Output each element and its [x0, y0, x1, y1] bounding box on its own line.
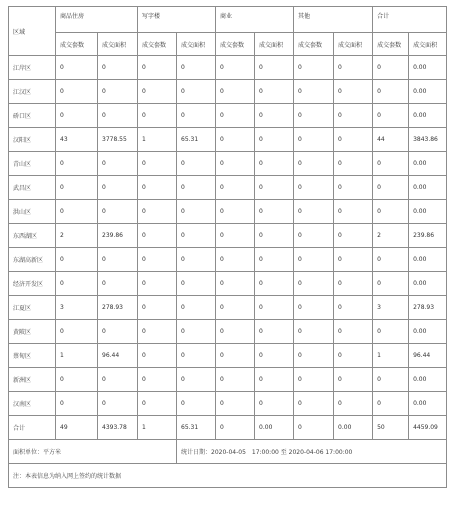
value-cell: 0: [294, 296, 334, 320]
value-cell: 0: [177, 248, 216, 272]
table-row: [9, 392, 447, 416]
value-cell: 0: [373, 56, 409, 80]
value-cell: 0: [334, 104, 373, 128]
value-cell: 0.00: [409, 392, 447, 416]
region-cell: 江岸区: [9, 56, 56, 80]
header-count: 成交套数: [56, 33, 98, 56]
value-cell: 0.00: [409, 104, 447, 128]
value-cell: 0: [294, 176, 334, 200]
value-cell: 0: [255, 200, 294, 224]
region-cell: 东西湖区: [9, 224, 56, 248]
value-cell: 0: [373, 320, 409, 344]
value-cell: 0: [334, 320, 373, 344]
value-cell: 0: [294, 152, 334, 176]
region-cell: 蔡甸区: [9, 344, 56, 368]
value-cell: 43: [56, 128, 98, 152]
note-text: 注：本表信息为纳入网上签约的统计数据: [9, 464, 447, 488]
value-cell: 0.00: [409, 176, 447, 200]
table-row: [9, 104, 447, 128]
value-cell: 0: [334, 176, 373, 200]
value-cell: 0: [216, 392, 255, 416]
region-cell: 东湖高新区: [9, 248, 56, 272]
value-cell: 0: [334, 368, 373, 392]
value-cell: 44: [373, 128, 409, 152]
value-cell: 0: [255, 392, 294, 416]
value-cell: 0.00: [409, 200, 447, 224]
stats-date: 统计日期：2020-04-05 17:00:00 至 2020-04-06 17:00:00: [177, 440, 447, 464]
value-cell: 0: [294, 368, 334, 392]
table-row: [9, 296, 447, 320]
value-cell: 0: [177, 272, 216, 296]
value-cell: 2: [373, 224, 409, 248]
unit-label: 面积单位：平方米: [9, 440, 177, 464]
value-cell: 0: [216, 344, 255, 368]
table-row: [9, 128, 447, 152]
value-cell: 4459.09: [409, 416, 447, 440]
table-row: [9, 152, 447, 176]
table-row: [9, 176, 447, 200]
value-cell: 0: [294, 392, 334, 416]
value-cell: 0: [334, 200, 373, 224]
value-cell: 0: [255, 152, 294, 176]
header-category: 合计: [373, 7, 447, 33]
value-cell: 0: [177, 320, 216, 344]
transaction-table: [8, 6, 447, 488]
value-cell: 0: [255, 248, 294, 272]
value-cell: 0: [138, 200, 177, 224]
value-cell: 0: [334, 224, 373, 248]
value-cell: 96.44: [409, 344, 447, 368]
value-cell: 0: [56, 80, 98, 104]
value-cell: 0: [373, 392, 409, 416]
table-row: [9, 272, 447, 296]
value-cell: 0.00: [409, 248, 447, 272]
value-cell: 0: [373, 152, 409, 176]
value-cell: 0: [98, 392, 138, 416]
value-cell: 0: [138, 224, 177, 248]
value-cell: 0.00: [409, 56, 447, 80]
region-cell: 经济开发区: [9, 272, 56, 296]
value-cell: 0: [373, 272, 409, 296]
region-cell: 汉南区: [9, 392, 56, 416]
table-body: [9, 56, 447, 440]
value-cell: 0: [255, 320, 294, 344]
value-cell: 0: [294, 272, 334, 296]
value-cell: 0: [334, 152, 373, 176]
table-row: [9, 416, 447, 440]
value-cell: 0: [98, 320, 138, 344]
region-cell: 江汉区: [9, 80, 56, 104]
value-cell: 0: [216, 416, 255, 440]
value-cell: 0: [177, 152, 216, 176]
value-cell: 1: [373, 344, 409, 368]
value-cell: 0: [334, 128, 373, 152]
value-cell: 0: [56, 200, 98, 224]
value-cell: 0: [294, 104, 334, 128]
value-cell: 0: [98, 56, 138, 80]
value-cell: 0: [216, 104, 255, 128]
value-cell: 0: [216, 272, 255, 296]
table-row: [9, 344, 447, 368]
value-cell: 0: [98, 80, 138, 104]
value-cell: 0: [373, 176, 409, 200]
value-cell: 278.93: [409, 296, 447, 320]
region-cell: 黄陂区: [9, 320, 56, 344]
value-cell: 1: [138, 416, 177, 440]
value-cell: 3843.86: [409, 128, 447, 152]
value-cell: 1: [138, 128, 177, 152]
value-cell: 0: [255, 104, 294, 128]
value-cell: 0: [373, 80, 409, 104]
table-row: [9, 200, 447, 224]
value-cell: 0: [216, 368, 255, 392]
table-row: [9, 224, 447, 248]
table-row: [9, 368, 447, 392]
header-category: 商业: [216, 7, 294, 33]
value-cell: 239.86: [98, 224, 138, 248]
region-cell: 新洲区: [9, 368, 56, 392]
value-cell: 0: [98, 152, 138, 176]
value-cell: 0: [216, 296, 255, 320]
value-cell: 0: [373, 368, 409, 392]
value-cell: 3778.55: [98, 128, 138, 152]
header-area: 成交面积: [334, 33, 373, 56]
value-cell: 0: [294, 224, 334, 248]
header-count: 成交套数: [138, 33, 177, 56]
value-cell: 0: [334, 272, 373, 296]
value-cell: 0: [98, 176, 138, 200]
value-cell: 65.31: [177, 416, 216, 440]
value-cell: 0: [56, 272, 98, 296]
value-cell: 0: [98, 368, 138, 392]
header-area: 成交面积: [98, 33, 138, 56]
value-cell: 0: [56, 56, 98, 80]
value-cell: 0: [56, 152, 98, 176]
value-cell: 0: [138, 56, 177, 80]
value-cell: 0: [138, 344, 177, 368]
value-cell: 0: [294, 416, 334, 440]
value-cell: 0: [56, 176, 98, 200]
table-row: [9, 320, 447, 344]
value-cell: 0: [255, 344, 294, 368]
header-area: 成交面积: [409, 33, 447, 56]
region-cell: 青山区: [9, 152, 56, 176]
value-cell: 0.00: [255, 416, 294, 440]
header-category: 写字楼: [138, 7, 216, 33]
value-cell: 0: [294, 320, 334, 344]
value-cell: 0: [294, 248, 334, 272]
value-cell: 0: [294, 200, 334, 224]
value-cell: 0: [138, 272, 177, 296]
value-cell: 0: [373, 200, 409, 224]
value-cell: 0: [216, 128, 255, 152]
value-cell: 0: [138, 248, 177, 272]
value-cell: 0: [177, 368, 216, 392]
value-cell: 0.00: [409, 152, 447, 176]
table-row: [9, 248, 447, 272]
value-cell: 0: [177, 344, 216, 368]
value-cell: 0: [98, 104, 138, 128]
note-row: [9, 464, 447, 488]
value-cell: 0: [334, 392, 373, 416]
value-cell: 50: [373, 416, 409, 440]
value-cell: 0: [255, 56, 294, 80]
value-cell: 0: [255, 224, 294, 248]
header-region: 区域: [9, 7, 56, 56]
value-cell: 2: [56, 224, 98, 248]
value-cell: 0: [255, 296, 294, 320]
value-cell: 239.86: [409, 224, 447, 248]
header-count: 成交套数: [216, 33, 255, 56]
header-area: 成交面积: [255, 33, 294, 56]
value-cell: 0: [138, 80, 177, 104]
value-cell: 0: [334, 344, 373, 368]
value-cell: 0: [294, 56, 334, 80]
value-cell: 0: [216, 176, 255, 200]
value-cell: 0: [138, 296, 177, 320]
value-cell: 0: [216, 224, 255, 248]
value-cell: 0: [334, 248, 373, 272]
region-cell: 武昌区: [9, 176, 56, 200]
value-cell: 49: [56, 416, 98, 440]
value-cell: 1: [56, 344, 98, 368]
value-cell: 0: [334, 296, 373, 320]
value-cell: 0: [216, 200, 255, 224]
value-cell: 0: [216, 56, 255, 80]
value-cell: 0: [255, 128, 294, 152]
header-row-subheaders: [9, 33, 447, 56]
value-cell: 0.00: [409, 272, 447, 296]
value-cell: 4393.78: [98, 416, 138, 440]
value-cell: 0: [255, 368, 294, 392]
value-cell: 0.00: [409, 368, 447, 392]
region-cell: 硚口区: [9, 104, 56, 128]
table-row: [9, 56, 447, 80]
header-area: 成交面积: [177, 33, 216, 56]
value-cell: 0: [294, 344, 334, 368]
header-count: 成交套数: [373, 33, 409, 56]
value-cell: 0: [373, 104, 409, 128]
value-cell: 0: [177, 80, 216, 104]
value-cell: 0: [216, 320, 255, 344]
value-cell: 0: [216, 152, 255, 176]
value-cell: 0: [56, 320, 98, 344]
table-row: [9, 80, 447, 104]
value-cell: 0: [138, 368, 177, 392]
value-cell: 0: [177, 224, 216, 248]
value-cell: 0: [56, 248, 98, 272]
value-cell: 0.00: [409, 320, 447, 344]
value-cell: 3: [56, 296, 98, 320]
value-cell: 0: [138, 392, 177, 416]
header-count: 成交套数: [294, 33, 334, 56]
value-cell: 96.44: [98, 344, 138, 368]
region-cell: 汉阳区: [9, 128, 56, 152]
value-cell: 0: [98, 200, 138, 224]
value-cell: 0.00: [409, 80, 447, 104]
value-cell: 0: [56, 392, 98, 416]
value-cell: 0: [177, 176, 216, 200]
region-cell: 合计: [9, 416, 56, 440]
value-cell: 0: [177, 200, 216, 224]
value-cell: 0: [98, 248, 138, 272]
header-category: 商品住房: [56, 7, 138, 33]
value-cell: 0: [56, 104, 98, 128]
value-cell: 0: [294, 128, 334, 152]
value-cell: 65.31: [177, 128, 216, 152]
value-cell: 0: [255, 272, 294, 296]
value-cell: 0: [334, 56, 373, 80]
value-cell: 0: [177, 392, 216, 416]
value-cell: 0: [138, 176, 177, 200]
value-cell: 0: [177, 56, 216, 80]
value-cell: 0: [216, 80, 255, 104]
value-cell: 0: [177, 104, 216, 128]
value-cell: 0: [255, 176, 294, 200]
header-row-categories: [9, 7, 447, 33]
value-cell: 3: [373, 296, 409, 320]
value-cell: 0: [255, 80, 294, 104]
value-cell: 0: [373, 248, 409, 272]
value-cell: 0: [334, 80, 373, 104]
value-cell: 0: [216, 248, 255, 272]
value-cell: 0: [138, 152, 177, 176]
region-cell: 江夏区: [9, 296, 56, 320]
value-cell: 0.00: [334, 416, 373, 440]
value-cell: 0: [294, 80, 334, 104]
value-cell: 0: [98, 272, 138, 296]
footer-row: [9, 440, 447, 464]
value-cell: 278.93: [98, 296, 138, 320]
header-category: 其他: [294, 7, 373, 33]
value-cell: 0: [177, 296, 216, 320]
value-cell: 0: [56, 368, 98, 392]
region-cell: 洪山区: [9, 200, 56, 224]
value-cell: 0: [138, 320, 177, 344]
value-cell: 0: [138, 104, 177, 128]
